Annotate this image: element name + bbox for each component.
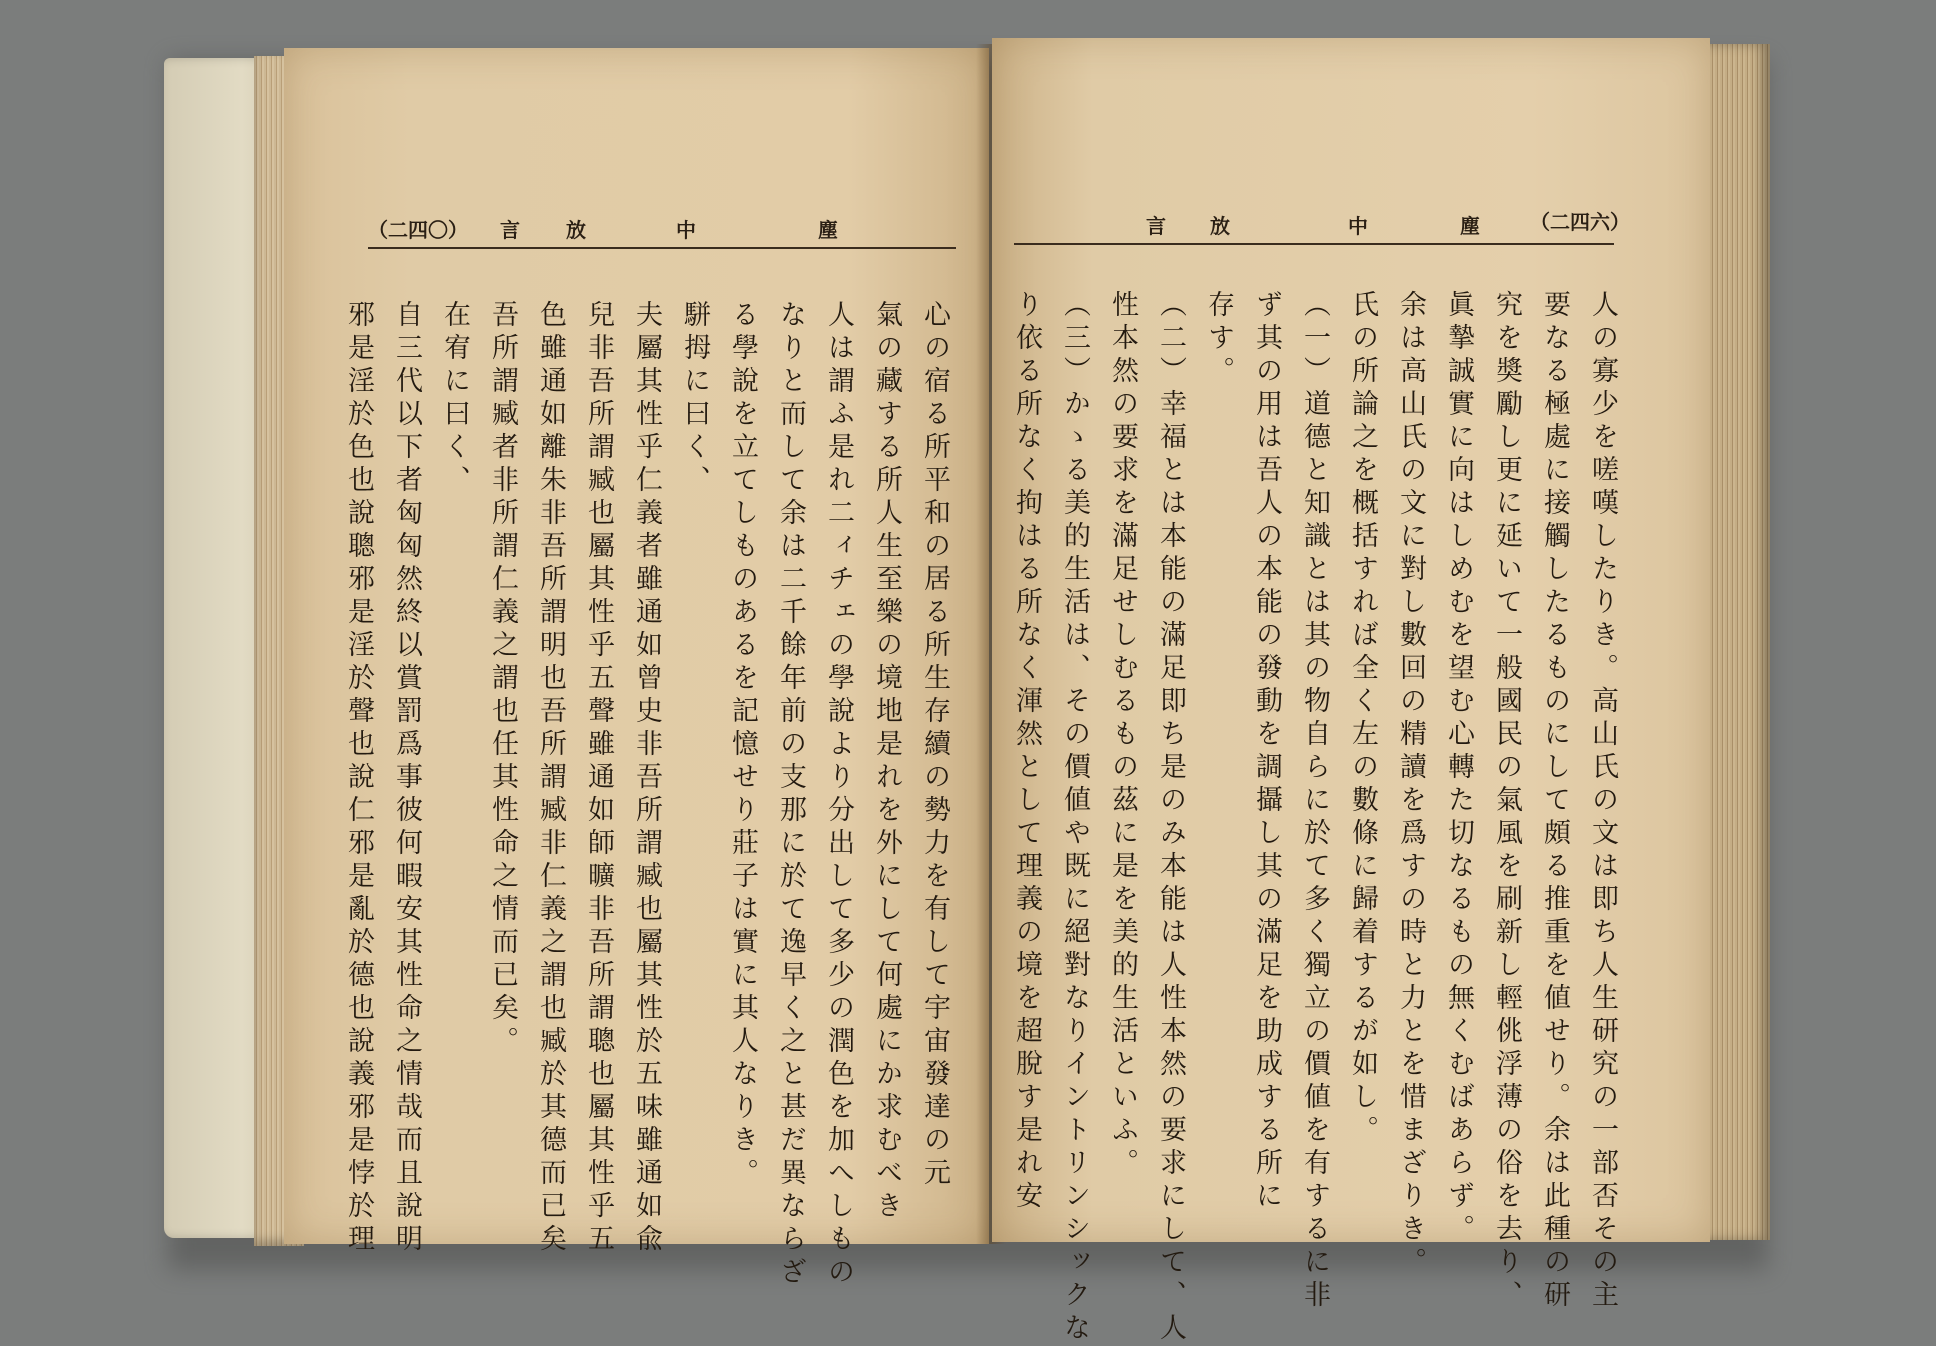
left-page-body: [343, 300, 958, 1290]
right-running-title-char-2: 中: [1348, 214, 1368, 238]
left-column-8: 兒非吾所謂臧也屬其性乎五聲雖通如師曠非吾所謂聰也屬其性乎五: [583, 300, 614, 1257]
left-running-title-char-2: 中: [676, 218, 696, 242]
left-header-rule: [368, 247, 956, 249]
left-column-5: る學說を立てしものあるを記憶せり莊子は實に其人なりき。: [727, 300, 758, 1191]
right-page-number: （二四六）: [1530, 210, 1630, 234]
right-column-3: 究を奬勵し更に延いて一般國民の氣風を刷新し輕佻浮薄の俗を去り、: [1491, 290, 1522, 1313]
left-column-4: なりと而して余は二千餘年前の支那に於て逸早く之と甚だ異ならざ: [775, 300, 806, 1290]
right-column-10: （二）幸福とは本能の滿足即ち是のみ本能は人性本然の要求にして、人: [1155, 290, 1186, 1346]
right-column-13: り依る所なく拘はる所なく渾然として理義の境を超脫す是れ安: [1011, 290, 1042, 1214]
left-running-title-char-1: 塵: [818, 218, 838, 242]
right-page-body: [1011, 290, 1626, 1346]
right-column-8: ず其の用は吾人の本能の發動を調攝し其の滿足を助成する所に: [1251, 290, 1282, 1214]
left-column-7: 夫屬其性乎仁義者雖通如曾史非吾所謂臧也屬其性於五味雖通如兪: [631, 300, 662, 1257]
right-column-1: 人の寡少を嗟嘆したりき。高山氏の文は即ち人生研究の一部否その主: [1587, 290, 1618, 1313]
left-column-9: 色雖通如離朱非吾所謂明也吾所謂臧非仁義之謂也臧於其德而已矣: [535, 300, 566, 1257]
page-edges-right: [1700, 44, 1770, 1240]
right-column-12: （三）かゝる美的生活は、その價値や既に絕對なりイントリンシックな: [1059, 290, 1090, 1346]
left-column-3: 人は謂ふ是れ二ィチェの學說より分出して多少の潤色を加へしもの: [823, 300, 854, 1290]
left-running-title-char-3: 放: [566, 218, 586, 242]
left-column-2: 氣の藏する所人生至樂の境地是れを外にして何處にか求むべき: [871, 300, 902, 1224]
right-column-7: （一）道德と知識とは其の物自らに於て多く獨立の價値を有するに非: [1299, 290, 1330, 1313]
left-column-10: 吾所謂臧者非所謂仁義之謂也任其性命之情而已矣。: [487, 300, 518, 1059]
right-column-4: 眞摯誠實に向はしめむを望む心轉た切なるもの無くむばあらず。: [1443, 290, 1474, 1247]
left-column-6: 駢拇に曰く、: [679, 300, 710, 498]
right-column-11: 性本然の要求を滿足せしむるもの茲に是を美的生活といふ。: [1107, 290, 1138, 1181]
left-column-11: 在宥に曰く、: [439, 300, 470, 498]
left-column-13: 邪是淫於色也說聰邪是淫於聲也說仁邪是亂於德也說義邪是悖於理: [343, 300, 374, 1257]
right-header-rule: [1014, 243, 1614, 245]
left-column-1: 心の宿る所平和の居る所生存續の勢力を有して宇宙發達の元: [919, 300, 950, 1191]
right-running-title-char-4: 言: [1146, 214, 1166, 238]
left-column-12: 自三代以下者匈匈然終以賞罰爲事彼何暇安其性命之情哉而且說明: [391, 300, 422, 1257]
right-column-5: 余は高山氏の文に對し數回の精讀を爲すの時と力とを惜まざりき。: [1395, 290, 1426, 1280]
left-page-number: （二四〇）: [368, 218, 468, 242]
right-column-6: 氏の所論之を概括すれば全く左の數條に歸着するが如し。: [1347, 290, 1378, 1148]
right-running-title-char-3: 放: [1210, 214, 1230, 238]
right-running-title-char-1: 塵: [1460, 214, 1480, 238]
right-column-2: 要なる極處に接觸したるものにして頗る推重を値せり。余は此種の研: [1539, 290, 1570, 1313]
left-running-title-char-4: 言: [500, 218, 520, 242]
right-column-9: 存す。: [1203, 290, 1234, 389]
